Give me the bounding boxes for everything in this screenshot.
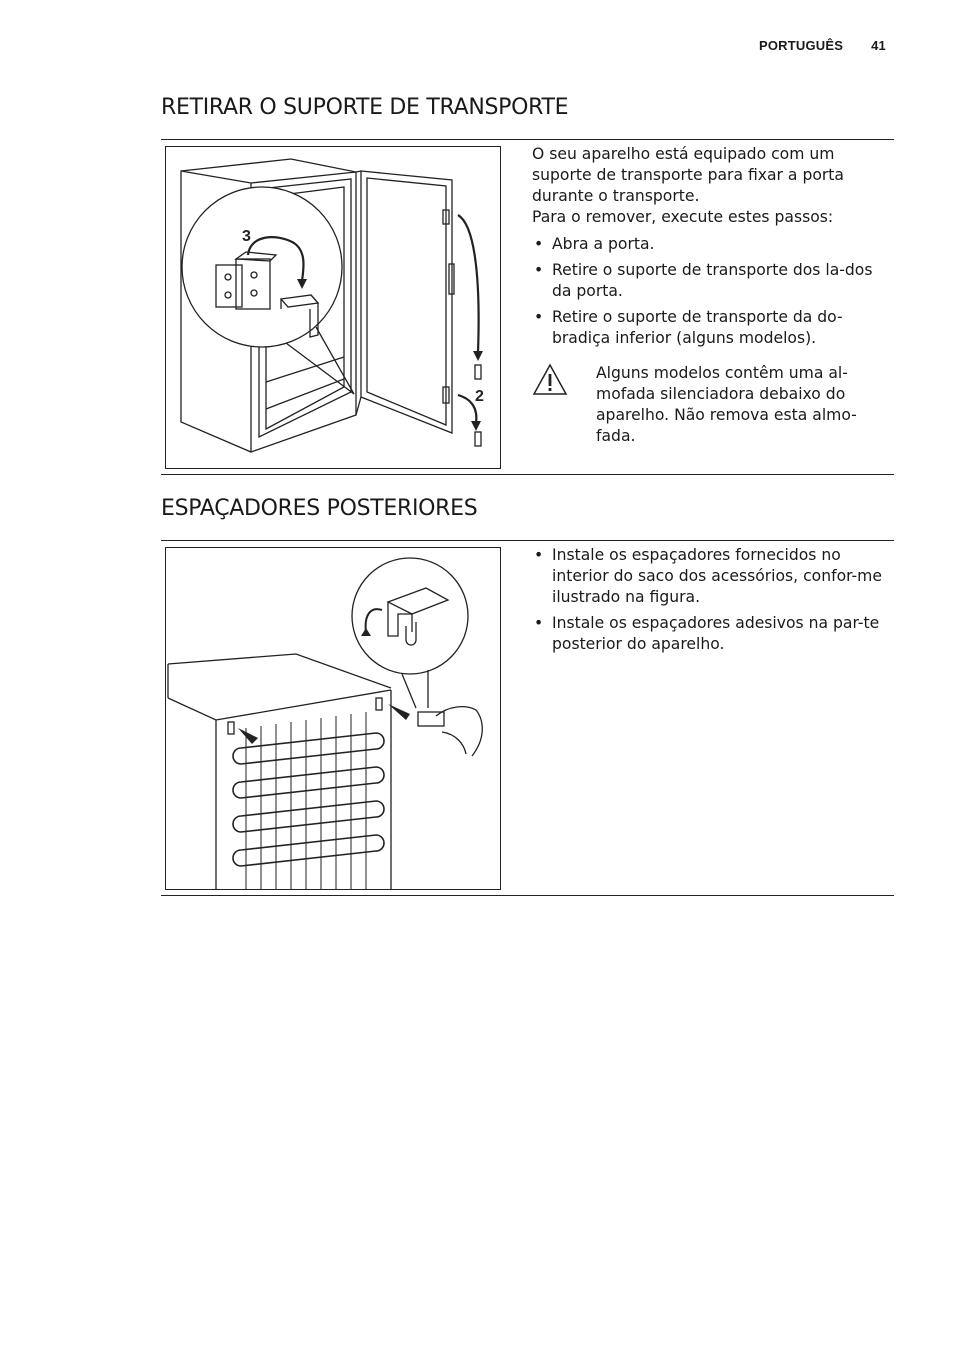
section2-bottom-rule: [161, 895, 894, 896]
section-title-rear-spacers: ESPAÇADORES POSTERIORES: [161, 496, 478, 521]
section1-top-rule: [161, 139, 894, 140]
list-item: • Instale os espaçadores adesivos na par-te posterior do aparelho.: [532, 613, 888, 655]
rear-spacers-illustration: [166, 548, 500, 889]
figure-label-2: 2: [475, 388, 484, 405]
fridge-door-illustration: [166, 147, 500, 468]
section2-top-rule: [161, 540, 894, 541]
figure-transport-support: [165, 146, 501, 469]
list-item: • Retire o suporte de transporte dos la-dos da porta.: [532, 260, 888, 302]
section1-steps: [532, 234, 888, 349]
section1-steps-intro: Para o remover, execute estes passos:: [532, 208, 834, 226]
section2-text: [532, 545, 888, 660]
section2-steps: [532, 545, 888, 655]
figure-rear-spacers: [165, 547, 501, 890]
section1-text: [532, 144, 888, 447]
section1-bottom-rule: [161, 474, 894, 475]
section-title-transport-support: RETIRAR O SUPORTE DE TRANSPORTE: [161, 95, 569, 120]
page-number: 41: [871, 38, 886, 53]
section1-intro: O seu aparelho está equipado com um suporte de transporte para fixar a porta durante o transporte.: [532, 145, 844, 205]
list-item: • Abra a porta.: [532, 234, 888, 255]
header-language: PORTUGUÊS: [758, 38, 844, 53]
warning-triangle-icon: [532, 363, 568, 397]
warning-note: [532, 363, 888, 447]
warning-text: Alguns modelos contêm uma al-mofada silenciadora debaixo do aparelho. Não remova esta almo-fada.: [596, 364, 857, 445]
page-header: [759, 38, 886, 53]
list-item: • Instale os espaçadores fornecidos no interior do saco dos acessórios, confor-me ilustrado na figura.: [532, 545, 888, 608]
figure-label-3: 3: [242, 228, 251, 245]
list-item: • Retire o suporte de transporte da do-bradiça inferior (alguns modelos).: [532, 307, 888, 349]
